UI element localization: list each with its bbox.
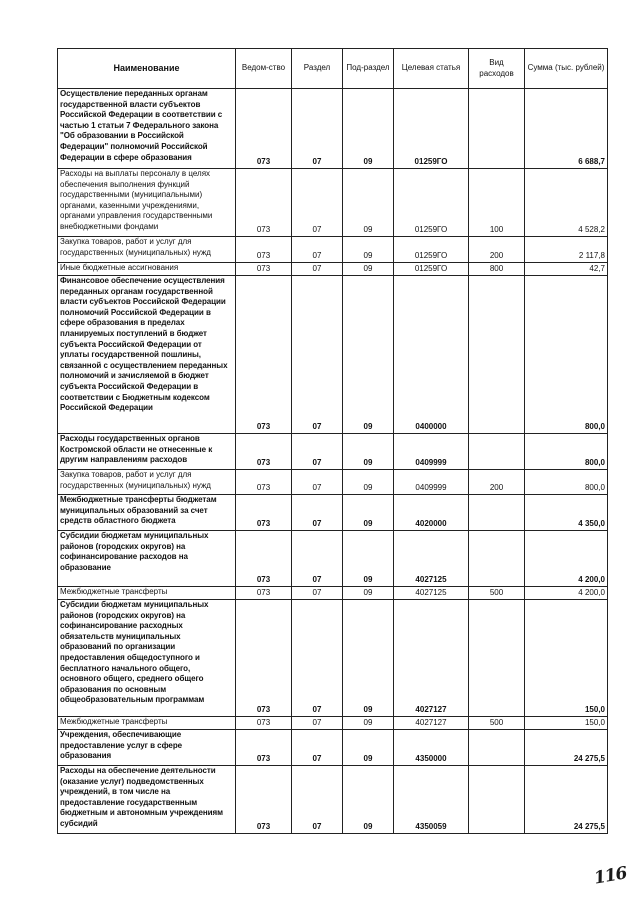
cell-name: Субсидии бюджетам муниципальных районов (городских округов) на софинансирование расходных обязательств муниципальных образований по организации предоставления общедоступного и бесплатного начального общего, основного общего, среднего общего образования по основным общеобразовательным программам [58, 600, 236, 717]
cell-tselevaya-statya: 4350059 [394, 766, 469, 834]
cell-podrazdel: 09 [343, 495, 394, 531]
cell-name: Субсидии бюджетам муниципальных районов (городских округов) на софинансирование расходов на образование [58, 531, 236, 587]
cell-razdel: 07 [292, 600, 343, 717]
cell-vid-raskhodov [469, 766, 525, 834]
table-row [58, 587, 608, 600]
cell-vid-raskhodov: 500 [469, 587, 525, 600]
cell-podrazdel: 09 [343, 89, 394, 169]
cell-razdel: 07 [292, 434, 343, 470]
header-podrazdel: Под-раздел [343, 49, 394, 89]
cell-vedomstvo: 073 [236, 766, 292, 834]
cell-vedomstvo: 073 [236, 169, 292, 237]
cell-vid-raskhodov [469, 531, 525, 587]
cell-summa: 800,0 [525, 276, 608, 434]
cell-vedomstvo: 073 [236, 495, 292, 531]
cell-tselevaya-statya: 4027125 [394, 531, 469, 587]
header-vedomstvo: Ведом-ство [236, 49, 292, 89]
table-body [58, 89, 608, 834]
cell-razdel: 07 [292, 470, 343, 495]
cell-summa: 4 528,2 [525, 169, 608, 237]
budget-table-sheet [57, 48, 607, 834]
header-vid-raskhodov: Вид расходов [469, 49, 525, 89]
cell-razdel: 07 [292, 263, 343, 276]
cell-podrazdel: 09 [343, 470, 394, 495]
cell-tselevaya-statya: 01259ГО [394, 169, 469, 237]
cell-summa: 6 688,7 [525, 89, 608, 169]
table-row [58, 766, 608, 834]
cell-vid-raskhodov: 500 [469, 717, 525, 730]
cell-summa: 800,0 [525, 470, 608, 495]
cell-name: Межбюджетные трансферты бюджетам муниципальных образований за счет средств областного бюджета [58, 495, 236, 531]
cell-summa: 4 200,0 [525, 587, 608, 600]
cell-tselevaya-statya: 0409999 [394, 470, 469, 495]
cell-razdel: 07 [292, 169, 343, 237]
cell-name: Закупка товаров, работ и услуг для государственных (муниципальных) нужд [58, 237, 236, 263]
cell-podrazdel: 09 [343, 730, 394, 766]
cell-summa: 42,7 [525, 263, 608, 276]
cell-razdel: 07 [292, 587, 343, 600]
cell-name: Финансовое обеспечение осуществления переданных органам государственной власти субъектов Российской Федерации полномочий Российской Федерации в сфере образования в пределах планируемых поступлений в бюджет субъекта Российской Федерации от уплаты государственной пошлины, связанной с осуществлением переданных полномочий и зачисляемой в бюджет субъекта Российской Федерации в соответствии с Бюджетным кодексом Российской Федерации [58, 276, 236, 434]
page-number: 116 [592, 863, 628, 889]
table-row [58, 470, 608, 495]
cell-tselevaya-statya: 4027125 [394, 587, 469, 600]
cell-razdel: 07 [292, 730, 343, 766]
cell-vedomstvo: 073 [236, 263, 292, 276]
cell-podrazdel: 09 [343, 531, 394, 587]
cell-razdel: 07 [292, 276, 343, 434]
cell-tselevaya-statya: 01259ГО [394, 89, 469, 169]
cell-vid-raskhodov [469, 730, 525, 766]
header-summa: Сумма (тыс. рублей) [525, 49, 608, 89]
cell-summa: 150,0 [525, 717, 608, 730]
cell-vid-raskhodov: 100 [469, 169, 525, 237]
table-row [58, 717, 608, 730]
cell-razdel: 07 [292, 766, 343, 834]
cell-tselevaya-statya: 0400000 [394, 276, 469, 434]
cell-vedomstvo: 073 [236, 717, 292, 730]
cell-vedomstvo: 073 [236, 470, 292, 495]
table-row [58, 730, 608, 766]
cell-vedomstvo: 073 [236, 434, 292, 470]
cell-name: Расходы на обеспечение деятельности (оказание услуг) подведомственных учреждений, в том числе на предоставление государственным бюджетным и автономным учреждениям субсидий [58, 766, 236, 834]
cell-razdel: 07 [292, 237, 343, 263]
cell-vid-raskhodov: 200 [469, 237, 525, 263]
cell-podrazdel: 09 [343, 717, 394, 730]
cell-name: Межбюджетные трансферты [58, 717, 236, 730]
cell-vedomstvo: 073 [236, 730, 292, 766]
cell-podrazdel: 09 [343, 434, 394, 470]
header-razdel: Раздел [292, 49, 343, 89]
table-row [58, 169, 608, 237]
table-row [58, 237, 608, 263]
cell-summa: 24 275,5 [525, 766, 608, 834]
cell-tselevaya-statya: 0409999 [394, 434, 469, 470]
cell-vid-raskhodov [469, 495, 525, 531]
handwritten-page-number [593, 863, 628, 888]
table-row [58, 89, 608, 169]
cell-podrazdel: 09 [343, 766, 394, 834]
cell-tselevaya-statya: 01259ГО [394, 263, 469, 276]
cell-summa: 24 275,5 [525, 730, 608, 766]
cell-summa: 800,0 [525, 434, 608, 470]
cell-name: Межбюджетные трансферты [58, 587, 236, 600]
cell-podrazdel: 09 [343, 169, 394, 237]
table-row [58, 531, 608, 587]
cell-vid-raskhodov: 800 [469, 263, 525, 276]
cell-vedomstvo: 073 [236, 587, 292, 600]
table-row [58, 495, 608, 531]
header-name: Наименование [58, 49, 236, 89]
cell-razdel: 07 [292, 89, 343, 169]
cell-vedomstvo: 073 [236, 237, 292, 263]
cell-summa: 4 350,0 [525, 495, 608, 531]
cell-vid-raskhodov: 200 [469, 470, 525, 495]
header-tselevaya-statya: Целевая статья [394, 49, 469, 89]
budget-table [57, 48, 608, 834]
cell-summa: 150,0 [525, 600, 608, 717]
cell-tselevaya-statya: 4020000 [394, 495, 469, 531]
cell-podrazdel: 09 [343, 237, 394, 263]
cell-name: Закупка товаров, работ и услуг для государственных (муниципальных) нужд [58, 470, 236, 495]
cell-vid-raskhodov [469, 276, 525, 434]
cell-vedomstvo: 073 [236, 89, 292, 169]
cell-name: Учреждения, обеспечивающие предоставление услуг в сфере образования [58, 730, 236, 766]
cell-tselevaya-statya: 4027127 [394, 717, 469, 730]
table-row [58, 263, 608, 276]
cell-tselevaya-statya: 4027127 [394, 600, 469, 717]
cell-vid-raskhodov [469, 89, 525, 169]
cell-tselevaya-statya: 4350000 [394, 730, 469, 766]
cell-vedomstvo: 073 [236, 276, 292, 434]
cell-name: Иные бюджетные ассигнования [58, 263, 236, 276]
cell-podrazdel: 09 [343, 587, 394, 600]
cell-razdel: 07 [292, 717, 343, 730]
table-row [58, 600, 608, 717]
cell-podrazdel: 09 [343, 600, 394, 717]
cell-razdel: 07 [292, 531, 343, 587]
cell-vid-raskhodov [469, 600, 525, 717]
cell-name: Осуществление переданных органам государственной власти субъектов Российской Федерации в соответствии с частью 1 статьи 7 Федерального закона "Об образовании в Российской Федерации" полномочий Российской Федерации в сфере образования [58, 89, 236, 169]
cell-name: Расходы на выплаты персоналу в целях обеспечения выполнения функций государственными (муниципальными) органами, казенными учреждениями, органами управления государственными внебюджетными фондами [58, 169, 236, 237]
cell-vedomstvo: 073 [236, 531, 292, 587]
table-row [58, 276, 608, 434]
table-row [58, 434, 608, 470]
cell-podrazdel: 09 [343, 276, 394, 434]
cell-summa: 4 200,0 [525, 531, 608, 587]
cell-tselevaya-statya: 01259ГО [394, 237, 469, 263]
cell-name: Расходы государственных органов Костромской области не отнесенные к другим направлениям расходов [58, 434, 236, 470]
cell-summa: 2 117,8 [525, 237, 608, 263]
cell-vid-raskhodov [469, 434, 525, 470]
cell-razdel: 07 [292, 495, 343, 531]
cell-podrazdel: 09 [343, 263, 394, 276]
cell-vedomstvo: 073 [236, 600, 292, 717]
table-header-row [58, 49, 608, 89]
